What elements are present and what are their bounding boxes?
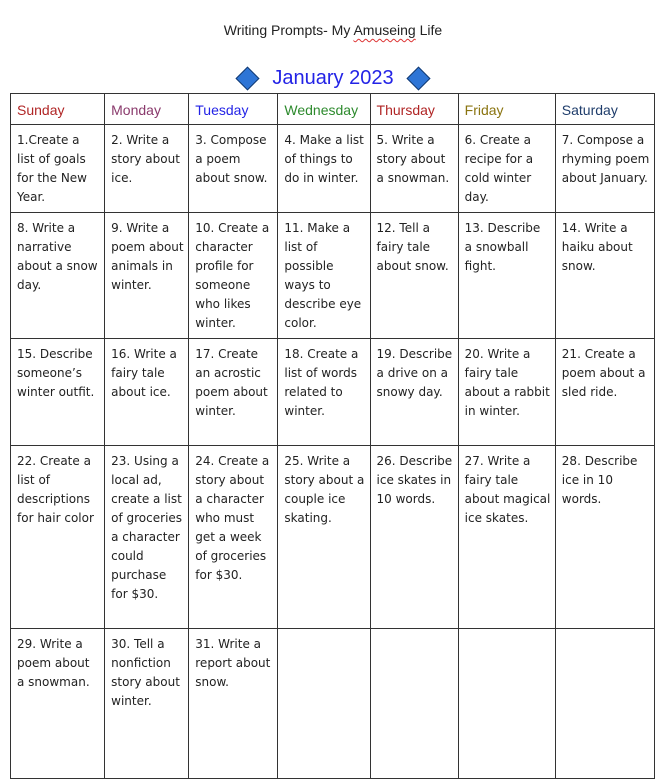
day-cell: 5. Write a story about a snowman. (370, 125, 458, 213)
week-row-1 (11, 125, 655, 213)
day-cell: 25. Write a story about a couple ice skating. (278, 446, 370, 629)
weekday-monday: Monday (105, 94, 189, 125)
day-cell: 2. Write a story about ice. (105, 125, 189, 213)
day-cell: 26. Describe ice skates in 10 words. (370, 446, 458, 629)
day-cell: 6. Create a recipe for a cold winter day. (458, 125, 555, 213)
diamond-right-icon (406, 66, 430, 90)
day-cell: 9. Write a poem about animals in winter. (105, 213, 189, 339)
day-cell: 19. Describe a drive on a snowy day. (370, 339, 458, 446)
day-cell: 29. Write a poem about a snowman. (11, 629, 105, 779)
week-row-2 (11, 213, 655, 339)
day-cell: 31. Write a report about snow. (189, 629, 278, 779)
week-row-5 (11, 629, 655, 779)
day-cell: 17. Create an acrostic poem about winter. (189, 339, 278, 446)
weekday-thursday: Thursday (370, 94, 458, 125)
weekday-saturday: Saturday (555, 94, 654, 125)
day-cell: 28. Describe ice in 10 words. (555, 446, 654, 629)
month-title: January 2023 (272, 66, 394, 89)
day-cell: 1.Create a list of goals for the New Year. (11, 125, 105, 213)
day-cell: 10. Create a character profile for someone who likes winter. (189, 213, 278, 339)
day-cell: 14. Write a haiku about snow. (555, 213, 654, 339)
month-header (0, 63, 666, 93)
day-cell: 22. Create a list of descriptions for hair color (11, 446, 105, 629)
day-cell-empty (370, 629, 458, 779)
day-cell: 4. Make a list of things to do in winter. (278, 125, 370, 213)
calendar-table (10, 93, 655, 779)
day-cell: 15. Describe someone’s winter outfit. (11, 339, 105, 446)
day-cell: 3. Compose a poem about snow. (189, 125, 278, 213)
day-cell: 20. Write a fairy tale about a rabbit in winter. (458, 339, 555, 446)
title-misspelled-word: Amuseing (353, 22, 416, 38)
day-cell: 16. Write a fairy tale about ice. (105, 339, 189, 446)
weekday-wednesday: Wednesday (278, 94, 370, 125)
weekday-tuesday: Tuesday (189, 94, 278, 125)
weekday-sunday: Sunday (11, 94, 105, 125)
day-cell-empty (278, 629, 370, 779)
document-title (0, 22, 666, 38)
weekday-header-row (11, 94, 655, 125)
day-cell: 12. Tell a fairy tale about snow. (370, 213, 458, 339)
day-cell-empty (458, 629, 555, 779)
day-cell: 24. Create a story about a character who must get a week of groceries for $30. (189, 446, 278, 629)
day-cell: 30. Tell a nonfiction story about winter. (105, 629, 189, 779)
day-cell: 11. Make a list of possible ways to describe eye color. (278, 213, 370, 339)
title-prefix: Writing Prompts- My (223, 22, 354, 38)
day-cell: 13. Describe a snowball fight. (458, 213, 555, 339)
week-row-3 (11, 339, 655, 446)
day-cell-empty (555, 629, 654, 779)
day-cell: 18. Create a list of words related to winter. (278, 339, 370, 446)
day-cell: 21. Create a poem about a sled ride. (555, 339, 654, 446)
day-cell: 8. Write a narrative about a snow day. (11, 213, 105, 339)
diamond-left-icon (236, 66, 260, 90)
day-cell: 23. Using a local ad, create a list of groceries a character could purchase for $30. (105, 446, 189, 629)
weekday-friday: Friday (458, 94, 555, 125)
day-cell: 27. Write a fairy tale about magical ice skates. (458, 446, 555, 629)
week-row-4 (11, 446, 655, 629)
day-cell: 7. Compose a rhyming poem about January. (555, 125, 654, 213)
title-suffix: Life (415, 22, 443, 38)
